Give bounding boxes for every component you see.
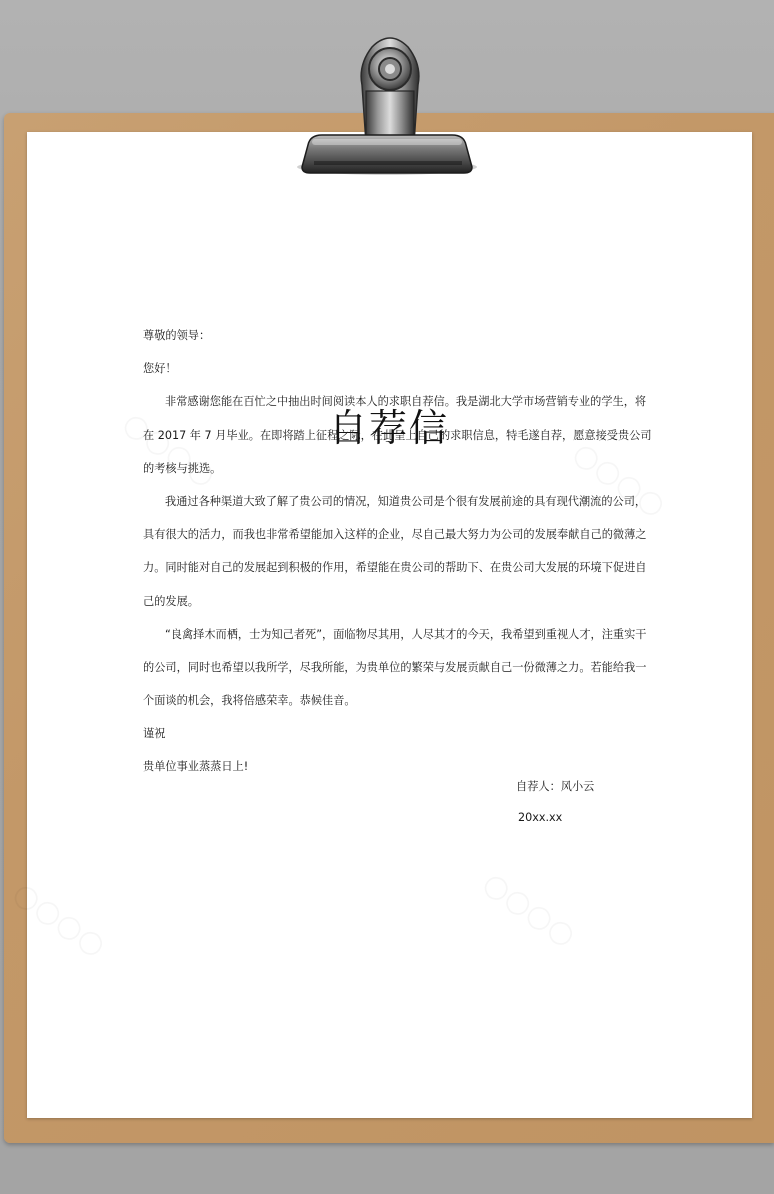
closing-line-2: 贵单位事业蒸蒸日上! bbox=[143, 760, 249, 774]
paragraph-3-line-3: 个面谈的机会，我将倍感荣幸。恭候佳音。 bbox=[143, 694, 356, 708]
binder-clip-icon bbox=[292, 25, 482, 180]
paragraph-2-line-1: 我通过各种渠道大致了解了贵公司的情况，知道贵公司是个很有发展前途的具有现代潮流的公司， bbox=[165, 494, 647, 508]
paragraph-2-line-4: 己的发展。 bbox=[143, 594, 199, 608]
letter-date: 20xx.xx bbox=[518, 811, 563, 824]
paragraph-1-line-2: 在 2017 年 7 月毕业。在即将踏上征程之际，在此呈上自己的求职信息，特毛遂自荐，愿意接受贵公司 bbox=[143, 428, 652, 442]
signature: 自荐人：风小云 bbox=[516, 780, 595, 793]
watermark bbox=[476, 865, 582, 954]
closing-line-1: 谨祝 bbox=[143, 727, 166, 741]
letter-body bbox=[143, 324, 652, 789]
paragraph-3-line-1: “良禽择木而栖，士为知己者死”，面临物尽其用，人尽其才的今天，我希望到重视人才，注重实干 bbox=[165, 627, 647, 641]
paragraph-2-line-3: 力。同时能对自己的发展起到积极的作用，希望能在贵公司的帮助下、在贵公司大发展的环境下促进自 bbox=[143, 561, 647, 575]
letter-title: 自荐信 bbox=[328, 406, 449, 450]
paragraph-2-line-2: 具有很大的活力，而我也非常希望能加入这样的企业，尽自己最大努力为公司的发展奉献自己的微薄之 bbox=[143, 528, 647, 542]
paragraph-1-line-3: 的考核与挑选。 bbox=[143, 461, 222, 475]
salutation: 尊敬的领导： bbox=[143, 329, 211, 342]
paragraph-1-line-1: 非常感谢您能在百忙之中抽出时间阅读本人的求职自荐信。我是湖北大学市场营销专业的学生，将 bbox=[165, 395, 647, 409]
greeting: 您好！ bbox=[143, 362, 177, 376]
paragraph-3-line-2: 的公司，同时也希望以我所学，尽我所能，为贵单位的繁荣与发展贡献自己一份微薄之力。若能给我一 bbox=[143, 660, 647, 674]
